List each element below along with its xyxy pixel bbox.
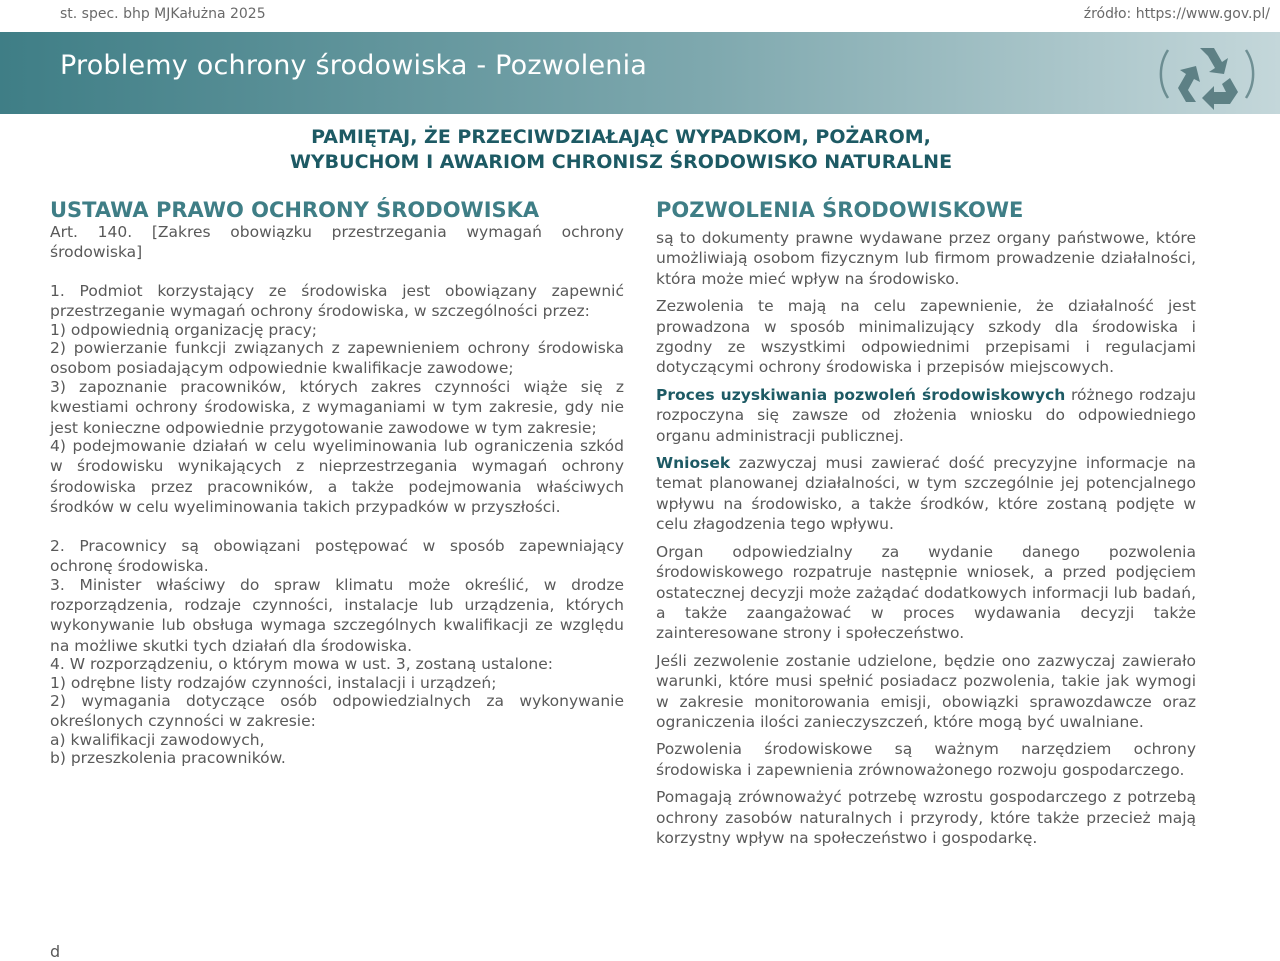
warning-headline — [0, 125, 1242, 175]
stray-character: d — [50, 942, 61, 961]
law-column — [50, 196, 624, 769]
permits-authority: Organ odpowiedzialny za wydanie danego pozwolenia środowiskowego rozpatruje następnie wniosek, a przed podjęciem ostatecznej decyzji może zażądać dodatkowych informacji lub badań, a także zaangażować w proces wydawania decyzji także zainteresowane strony i społeczeństwo. — [656, 542, 1196, 643]
process-emphasis: Proces uzyskiwania pozwoleń środowiskowych — [656, 385, 1066, 404]
paragraph-2: 2. Pracownicy są obowiązani postępować w sposób zapewniający ochronę środowiska. — [50, 536, 624, 576]
permits-process — [656, 385, 1196, 446]
list-item: 1) odpowiednią organizację pracy; — [50, 320, 317, 339]
list-item: a) kwalifikacji zawodowych, — [50, 730, 265, 749]
permits-intro: są to dokumenty prawne wydawane przez organy państwowe, które umożliwiają osobom fizycznym lub firmom prowadzenie działalności, która może mieć wpływ na środowisko. — [656, 229, 1196, 288]
permits-balance: Pomagają zrównoważyć potrzebę wzrostu gospodarczego z potrzebą ochrony zasobów naturalnych i przyrody, które także przecież mają korzystny wpływ na społeczeństwo i gospodarkę. — [656, 788, 1196, 847]
paragraph-1-intro: 1. Podmiot korzystający ze środowiska jest obowiązany zapewnić przestrzeganie wymagań ochrony środowiska, w szczególności przez: — [50, 281, 624, 321]
permits-conditions: Jeśli zezwolenie zostanie udzielone, będzie ono zazwyczaj zawierało warunki, które musi spełnić posiadacz pozwolenia, takie jak wymogi w zakresie monitorowania emisji, obowiązki sprawozdawcze oraz ograniczenia ilości zanieczyszczeń, które mogą być uwalniane. — [656, 651, 1196, 731]
headline-line-1: PAMIĘTAJ, ŻE PRZECIWDZIAŁAJĄC WYPADKOM, POŻAROM, — [311, 126, 931, 148]
application-text: zazwyczaj musi zawierać dość precyzyjne informacje na temat planowanej działalności, w tym szczególnie jej potencjalnego wpływu na środowisko, a także środków, które zostaną podjęte w celu złagodzenia tego wpływu. — [656, 454, 1196, 534]
list-item: 1) odrębne listy rodzajów czynności, instalacji i urządzeń; — [50, 673, 497, 692]
headline-line-2: WYBUCHOM I AWARIOM CHRONISZ ŚRODOWISKO NATURALNE — [289, 151, 953, 173]
permits-application — [656, 453, 1196, 535]
list-item: 2) powierzanie funkcji związanych z zapewnieniem ochrony środowiska osobom posiadającym odpowiednie kwalifikacje zawodowe; — [50, 339, 624, 378]
process-text: różnego rodzaju rozpoczyna się zawsze od złożenia wniosku do odpowiedniego organu administracji publicznej. — [656, 385, 1197, 445]
permits-column — [656, 196, 1196, 848]
application-emphasis: Wniosek — [656, 454, 731, 473]
law-heading: USTAWA PRAWO OCHRONY ŚRODOWISKA — [50, 198, 540, 222]
page-title: Problemy ochrony środowiska - Pozwolenia — [60, 50, 648, 81]
source-line: źródło: https://www.gov.pl/ — [1083, 6, 1270, 22]
list-item: 3) zapoznanie pracowników, których zakres czynności wiąże się z kwestiami ochrony środowiska, z wymaganiami w tym zakresie, gdy nie jest konieczne odpowiednie przygotowanie zawodowe w tym zakresie; — [50, 377, 624, 437]
list-item: 2) wymagania dotyczące osób odpowiedzialnych za wykonywanie określonych czynności w zakresie: — [50, 691, 624, 731]
author-line: st. spec. bhp MJKałużna 2025 — [60, 6, 266, 22]
title-banner — [0, 32, 1280, 114]
list-item: b) przeszkolenia pracowników. — [50, 749, 286, 768]
permits-purpose: Zezwolenia te mają na celu zapewnienie, że działalność jest prowadzona w sposób minimalizujący szkody dla środowiska i zgodny ze wszystkimi odpowiednimi przepisami i regulacjami dotyczącymi ochrony środowiska i przepisów miejscowych. — [656, 297, 1196, 377]
list-item: 4) podejmowanie działań w celu wyeliminowania lub ograniczenia szkód w środowisku wynikających z nieprzestrzegania wymagań ochrony środowiska przez pracowników, a także podejmowania właściwych środków w celu wyeliminowania takich przypadków w przyszłości. — [50, 437, 624, 517]
article-title: Art. 140. [Zakres obowiązku przestrzegania wymagań ochrony środowiska] — [50, 223, 624, 262]
paragraph-3: 3. Minister właściwy do spraw klimatu może określić, w drodze rozporządzenia, rodzaje czynności, instalacje lub urządzenia, których wykonywanie lub obsługa wymaga szczególnych kwalifikacji ze względu na możliwe skutki tych działań dla środowiska. — [50, 575, 624, 655]
permits-tool: Pozwolenia środowiskowe są ważnym narzędziem ochrony środowiska i zapewnienia zrównoważonego rozwoju gospodarczego. — [656, 740, 1196, 779]
paragraph-4-intro: 4. W rozporządzeniu, o którym mowa w ust. 3, zostaną ustalone: — [50, 655, 553, 674]
recycle-icon — [1148, 34, 1266, 114]
permits-heading: POZWOLENIA ŚRODOWISKOWE — [656, 198, 1024, 222]
